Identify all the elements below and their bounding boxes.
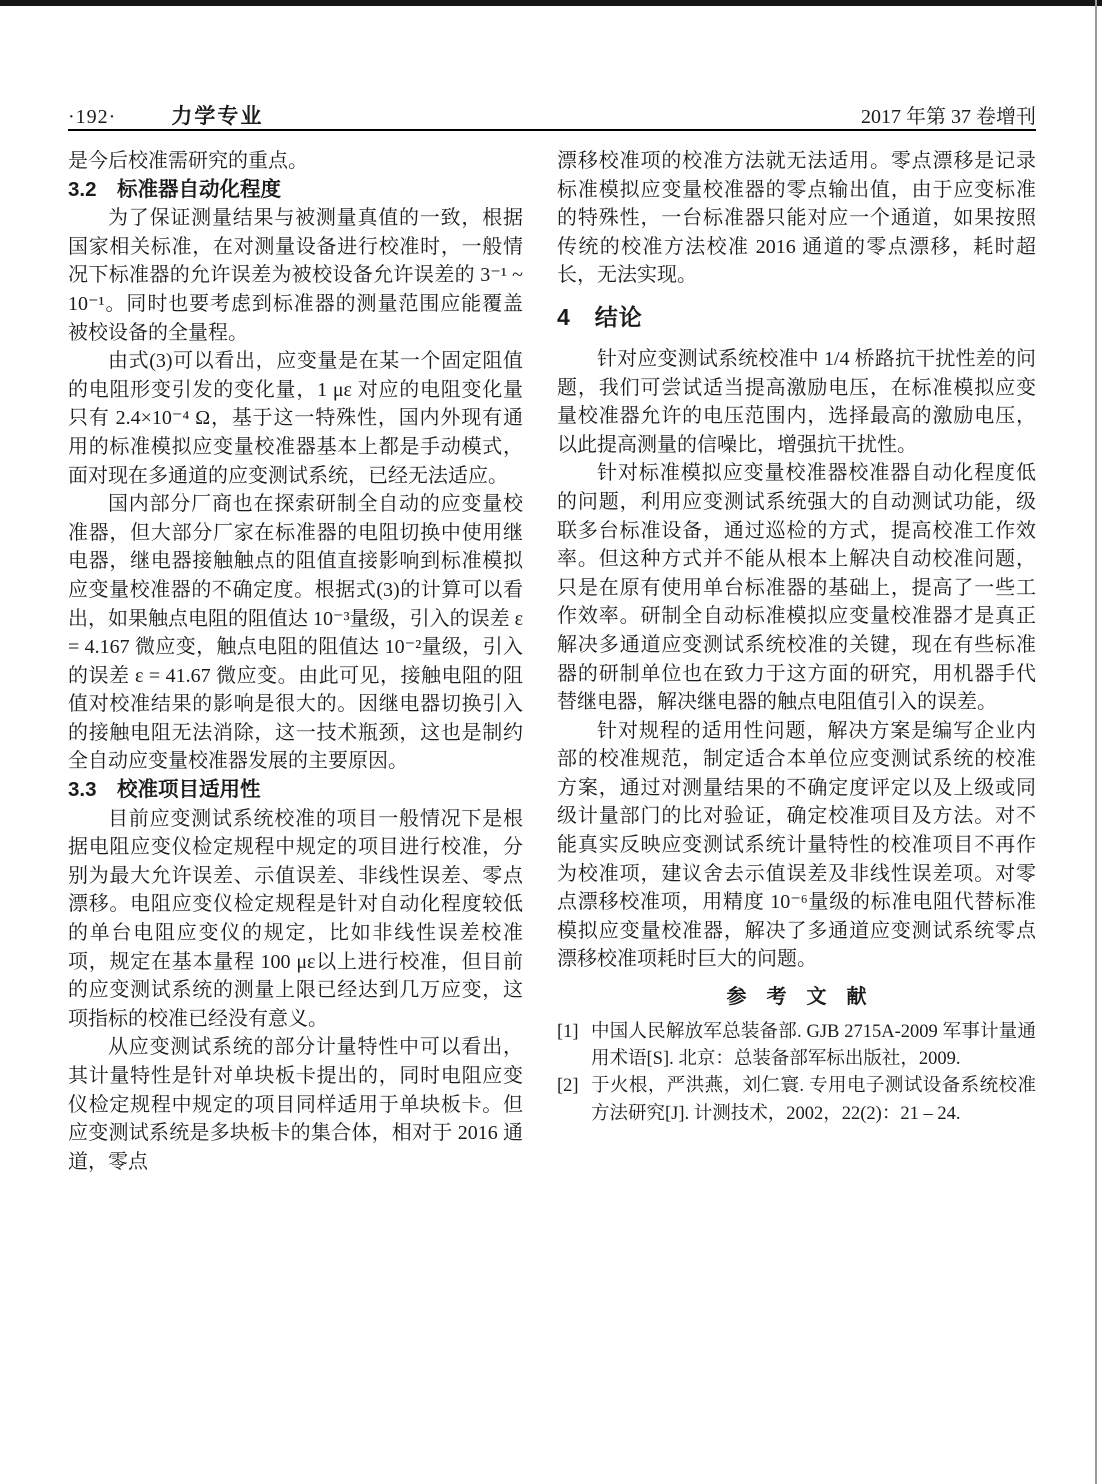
right-column [557,147,1036,1176]
continuation-paragraph: 是今后校准需研究的重点。 [68,150,308,172]
paragraph: 为了保证测量结果与被测量真值的一致，根据国家相关标准，在对测量设备进行校准时，一般情况下标准器的允许误差为被校设备允许误差的 3⁻¹ ~ 10⁻¹。同时也要考虑到标准器的测量范围应能覆盖被校设备的全量程。 [68,207,523,344]
heading-4-conclusion: 4 结论 [557,303,643,330]
references-heading: 参 考 文 献 [726,986,867,1009]
journal-issue: 2017 年第 37 卷增刊 [861,106,1036,128]
heading-3-3: 3.3 校准项目适用性 [68,778,261,802]
reference-label: [1] [557,1022,579,1043]
page-header [68,100,1036,130]
reference-item [557,1073,1036,1127]
scan-top-edge [0,0,1102,6]
heading-3-2: 3.2 标准器自动化程度 [68,177,281,201]
header-rule [68,129,1036,131]
reference-label: [2] [557,1076,579,1097]
reference-text: 于火根，严洪燕，刘仁寰. 专用电子测试设备系统校准方法研究[J]. 计测技术，2002，22(2)：21 – 24. [591,1076,1036,1124]
page-number: ·192· [68,106,117,128]
column-title: 力学专业 [171,105,264,128]
reference-item [557,1019,1036,1073]
paragraph: 从应变测试系统的部分计量特性中可以看出，其计量特性是针对单块板卡提出的，同时电阻应变仪检定规程中规定的项目同样适用于单块板卡。但应变测试系统是多块板卡的集合体，相对于 2016 通道，零点 [68,1036,523,1173]
left-column [68,147,523,1176]
paragraph: 针对应变测试系统校准中 1/4 桥路抗干扰性差的问题，我们可尝试适当提高激励电压，在标准模拟应变量校准器允许的电压范围内，选择最高的激励电压，以此提高测量的信噪比，增强抗干扰性。 [557,347,1036,456]
continuation-paragraph: 漂移校准项的校准方法就无法适用。零点漂移是记录标准模拟应变量校准器的零点输出值，由于应变标准的特殊性，一台标准器只能对应一个通道，如果按照传统的校准方法校准 2016 通道的零点漂移，耗时超长，无法实现。 [557,150,1036,287]
paragraph: 国内部分厂商也在探索研制全自动的应变量校准器，但大部分厂家在标准器的电阻切换中使用继电器，继电器接触触点的阻值直接影响到标准模拟应变量校准器的不确定度。根据式(3)的计算可以看出，如果触点电阻的阻值达 10⁻³量级，引入的误差 ε = 4.167 微应变，触点电阻的阻值达 10⁻²量级，引入的误差 ε = 41.67 微应变。由此可见，接触电阻的阻值对校准结果的影响是很大的。因继电器切换引入的接触电阻无法消除，这一技术瓶颈，这也是制约全自动应变量校准器发展的主要原因。 [68,493,523,773]
paragraph: 针对规程的适用性问题，解决方案是编写企业内部的校准规范，制定适合本单位应变测试系统的校准方案，通过对测量结果的不确定度评定以及上级或同级计量部门的比对验证，确定校准项目及方法。对不能真实反映应变测试系统计量特性的校准项目不再作为校准项，建议舍去示值误差及非线性误差项。对零点漂移校准项，用精度 10⁻⁶量级的标准电阻代替标准模拟应变量校准器，解决了多通道应变测试系统零点漂移校准项耗时巨大的问题。 [557,719,1036,971]
paragraph: 针对标准模拟应变量校准器校准器自动化程度低的问题，利用应变测试系统强大的自动测试功能，级联多台标准设备，通过巡检的方式，提高校准工作效率。但这种方式并不能从根本上解决自动校准问题，只是在原有使用单台标准器的基础上，提高了一些工作效率。研制全自动标准模拟应变量校准器才是真正解决多通道应变测试系统校准的关键，现在有些标准器的研制单位也在致力于这方面的研究，用机器手代替继电器，解决继电器的触点电阻值引入的误差。 [557,462,1036,714]
paragraph: 目前应变测试系统校准的项目一般情况下是根据电阻应变仪检定规程中规定的项目进行校准，分别为最大允许误差、示值误差、非线性误差、零点漂移。电阻应变仪检定规程是针对自动化程度较低的单台电阻应变仪的规定，比如非线性误差校准项，规定在基本量程 100 με以上进行校准，但目前的应变测试系统的测量上限已经达到几万应变，这项指标的校准已经没有意义。 [68,807,523,1030]
reference-text: 中国人民解放军总装备部. GJB 2715A-2009 军事计量通用术语[S]. 北京：总装备部军标出版社，2009. [591,1022,1036,1070]
paragraph: 由式(3)可以看出，应变量是在某一个固定阻值的电阻形变引发的变化量，1 με 对应的电阻变化量只有 2.4×10⁻⁴ Ω，基于这一特殊性，国内外现有通用的标准模拟应变量校准器基本上都是手动模式，面对现在多通道的应变测试系统，已经无法适应。 [68,350,523,487]
scan-right-edge [1095,0,1097,1484]
two-column-body [68,147,1036,1176]
